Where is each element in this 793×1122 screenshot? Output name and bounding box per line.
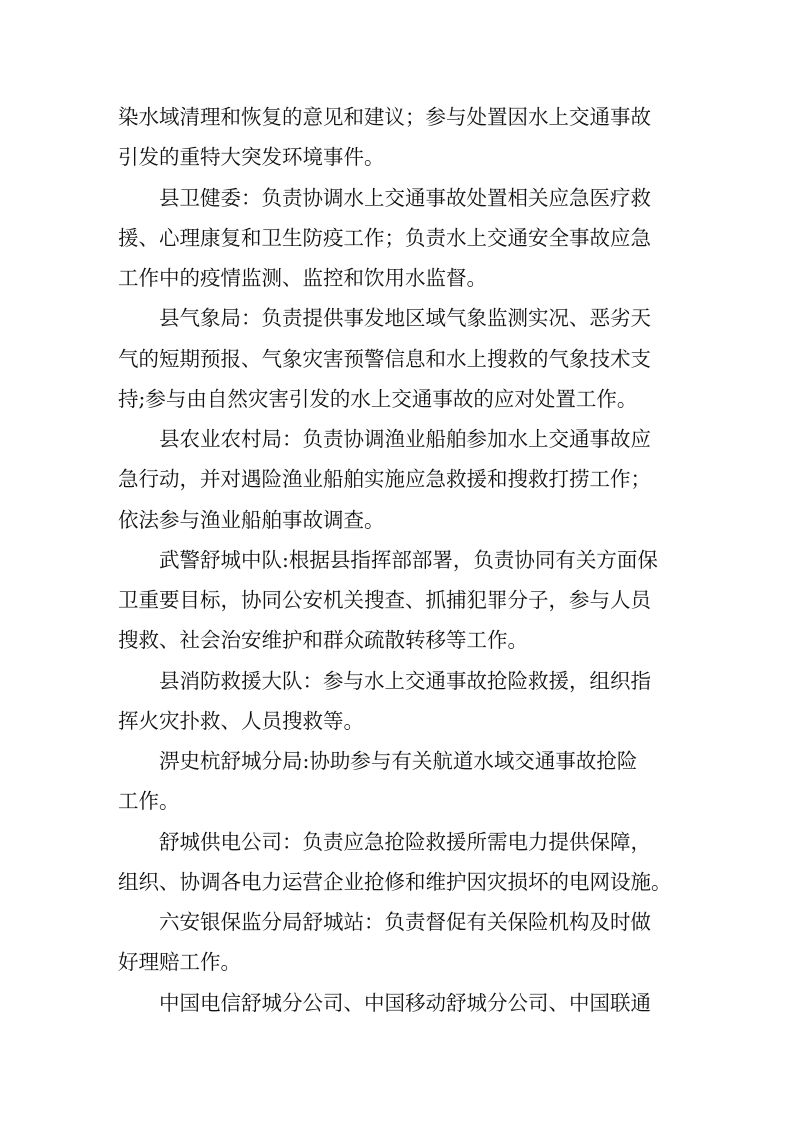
text-line: 六安银保监分局舒城站：负责督促有关保险机构及时做 — [159, 910, 651, 934]
text-line: 县卫健委：负责协调水上交通事故处置相关应急医疗救 — [159, 185, 651, 210]
text-line: 搜救、社会治安维护和群众疏散转移等工作。 — [118, 628, 528, 653]
text-line: 急行动，并对遇险渔业船舶实施应急救援和搜救打捞工作； — [118, 467, 651, 492]
text-line: 中国电信舒城分公司、中国移动舒城分公司、中国联通 — [159, 990, 651, 1015]
text-line: 县气象局：负责提供事发地区域气象监测实况、恶劣天 — [159, 306, 651, 331]
text-line: 组织、协调各电力运营企业抢修和维护因灾损坏的电网设施。 — [118, 869, 672, 894]
text-line: 县农业农村局：负责协调渔业船舶参加水上交通事故应 — [159, 427, 651, 451]
text-line: 持;参与由自然灾害引发的水上交通事故的应对处置工作。 — [118, 386, 638, 411]
text-line: 挥火灾扑救、人员搜救等。 — [118, 708, 364, 733]
text-line: 淠史杭舒城分局:协助参与有关航道水域交通事故抢险 — [159, 749, 638, 773]
text-line: 好理赔工作。 — [118, 950, 241, 975]
text-line: 工作。 — [118, 789, 180, 814]
text-line: 武警舒城中队:根据县指挥部部署，负责协同有关方面保 — [159, 547, 658, 572]
text-line: 依法参与渔业船舶事故调查。 — [118, 507, 385, 532]
text-line: 卫重要目标，协同公安机关搜查、抓捕犯罪分子，参与人员 — [118, 588, 651, 612]
text-line: 染水域清理和恢复的意见和建议；参与处置因水上交通事故 — [118, 105, 651, 129]
text-line: 引发的重特大突发环境事件。 — [118, 145, 385, 170]
text-line: 舒城供电公司：负责应急抢险救援所需电力提供保障， — [159, 829, 651, 854]
text-line: 工作中的疫情监测、监控和饮用水监督。 — [118, 266, 487, 290]
text-line: 援、心理康复和卫生防疫工作；负责水上交通安全事故应急 — [118, 225, 651, 250]
text-line: 气的短期预报、气象灾害预警信息和水上搜救的气象技术支 — [118, 346, 651, 371]
document-body — [118, 97, 698, 1023]
text-line: 县消防救援大队：参与水上交通事故抢险救援，组织指 — [159, 668, 651, 693]
